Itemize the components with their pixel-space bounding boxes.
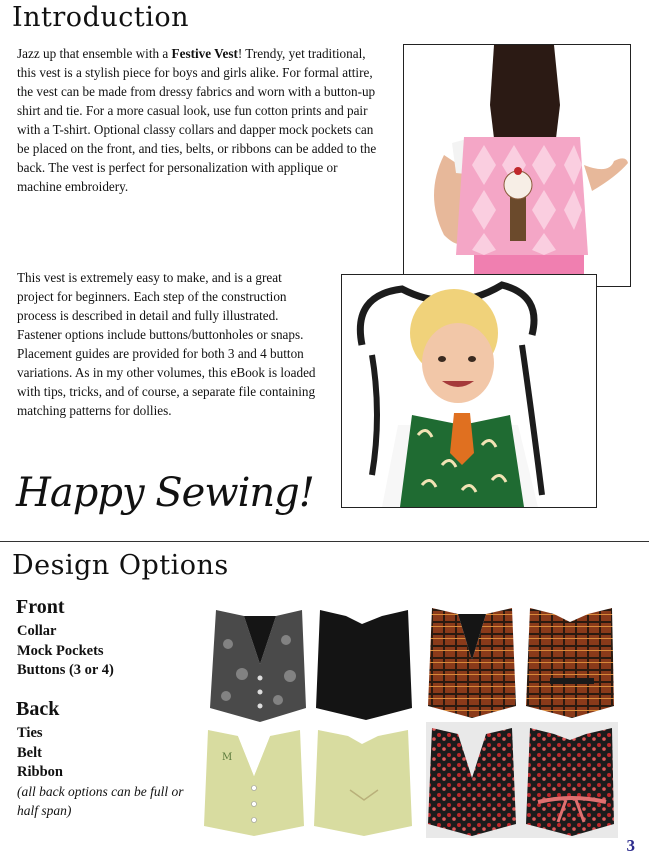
back-options-note: (all back options can be full or half span): [17, 784, 184, 818]
svg-text:M: M: [222, 752, 233, 763]
front-option-mock-pockets: Mock Pockets: [17, 642, 104, 659]
back-option-ties: Ties: [17, 725, 43, 741]
page-number: 3: [626, 836, 635, 855]
girl-vest-back-photo: [403, 44, 631, 287]
intro-para1-text-a: Jazz up that ensemble with a: [17, 46, 172, 61]
black-vest-front-back-image: [198, 604, 424, 724]
section-divider: [0, 541, 649, 542]
front-options-list: [17, 622, 114, 681]
festive-vest-bold: Festive Vest: [171, 46, 238, 61]
back-heading: Back: [16, 698, 60, 720]
boy-vest-photo: [341, 274, 597, 508]
floral-vest-front-back-image: [426, 722, 618, 838]
front-option-buttons: Buttons (3 or 4): [17, 662, 114, 678]
intro-paragraph-1: [17, 44, 377, 196]
front-heading: Front: [16, 596, 65, 618]
intro-paragraph-2: This vest is extremely easy to make, and is a great project for beginners. Each step of the construction process is described in detail and fully illustrated. Fastener options include buttons/buttonholes or snaps. Placement guides are provided for both 3 and 4 button variations. As in my other volumes, this eBook is loaded with tips, tricks, and of course, a separate file containing matching patterns for dollies.: [17, 270, 316, 418]
introduction-heading: Introduction: [12, 2, 189, 33]
front-option-collar: Collar: [17, 623, 57, 639]
green-vest-front-back-image: [198, 726, 424, 838]
back-options-list: [17, 724, 63, 783]
back-option-belt: Belt: [17, 744, 42, 761]
design-options-heading: Design Options: [12, 550, 229, 581]
intro-para1-text-b: ! Trendy, yet traditional, this vest is a stylish piece for boys and girls alike. For formal attire, the vest can be made from dressy fabrics and worn with a button-up shirt and tie. For a more casual look, use fun cotton prints and pair with a T-shirt. Optional classy collars and dapper mock pockets can be placed on the front, and ties, belts, or ribbons can be added to the back. The vest is perfect for personalization with applique or machine embroidery.: [17, 46, 377, 194]
happy-sewing-signoff: Happy Sewing!: [16, 470, 314, 516]
back-option-ribbon: Ribbon: [17, 764, 63, 780]
plaid-vest-front-back-image: [426, 604, 616, 720]
